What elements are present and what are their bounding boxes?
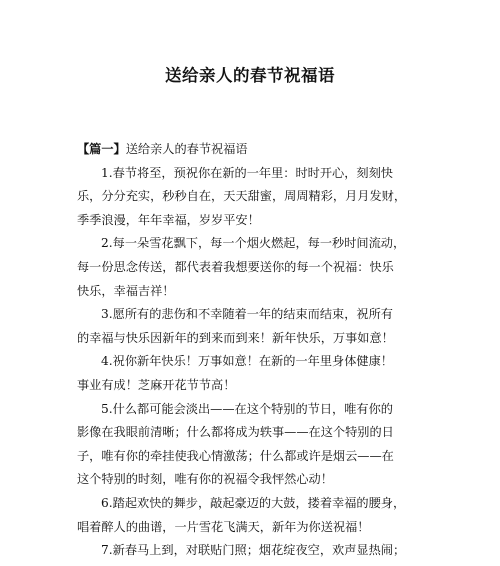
paragraph-line: 5.什么都可能会淡出——在这个特别的节日，唯有你的 (101, 401, 393, 416)
section-tag: 【篇一】 (77, 142, 126, 156)
paragraph-line: 影像在我眼前清晰；什么都将成为轶事——在这个特别的日 (77, 425, 394, 440)
paragraph-line: 2.每一朵雪花飘下，每一个烟火燃起，每一秒时间流动， (101, 236, 406, 251)
paragraph-line: 乐，分分充实，秒秒自在，天天甜蜜，周周精彩，月月发财， (77, 189, 407, 204)
paragraph-line: 子，唯有你的牵挂使我心情激荡；什么都或许是烟云——在 (77, 448, 394, 463)
paragraph-line: 快乐，幸福吉祥！ (77, 283, 175, 298)
paragraph-line: 季季浪漫，年年幸福，岁岁平安！ (77, 212, 260, 227)
paragraph-line: 7.新春马上到，对联贴门照；烟花绽夜空，欢声显热闹； (101, 543, 406, 558)
paragraph-line: 1.春节将至，预祝你在新的一年里：时时开心，刻刻快 (101, 165, 393, 180)
section-heading-text: 送给亲人的春节祝福语 (125, 142, 248, 156)
paragraph-line: 6.踏起欢快的舞步，敲起豪迈的大鼓，搂着幸福的腰身， (101, 495, 406, 510)
section-heading (77, 138, 429, 162)
paragraph-line: 的幸福与快乐因新年的到来而到来！新年快乐，万事如意！ (77, 330, 394, 345)
paragraph-line: 唱着醉人的曲谱，一片雪花飞满天，新年为你送祝福！ (77, 519, 370, 534)
document-title: 送给亲人的春节祝福语 (165, 66, 335, 85)
paragraph-line: 这个特别的时刻，唯有你的祝福令我怦然心动！ (77, 472, 333, 487)
paragraph-line: 4.祝你新年快乐！万事如意！在新的一年里身体健康！ (101, 354, 393, 369)
paragraph-line: 3.愿所有的悲伤和不幸随着一年的结束而结束，祝所有 (101, 307, 393, 322)
paragraph-line: 每一份思念传送，都代表着我想要送你的每一个祝福：快乐 (77, 259, 394, 274)
document-body (77, 138, 429, 563)
paragraph-line: 事业有成！芝麻开花节节高！ (77, 377, 236, 392)
